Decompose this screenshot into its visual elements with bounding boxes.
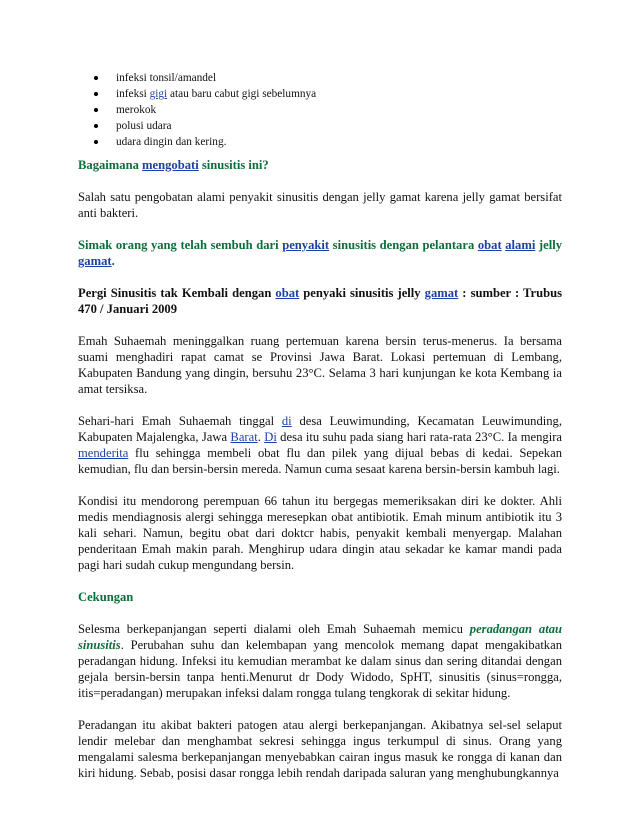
link-obat[interactable]: obat [477,238,502,252]
list-item: polusi udara [94,118,562,134]
heading-article-source: Pergi Sinusitis tak Kembali dengan obat penyaki sinusitis jelly gamat : sumber : Trubus 470 / Januari 2009 [78,286,562,316]
link-mengobati[interactable]: mengobati [142,158,199,172]
paragraph-emah-intro: Emah Suhaemah meninggalkan ruang pertemuan karena bersin terus-menerus. Ia bersama suami menghadiri rapat camat se Provinsi Jawa Barat. Lokasi pertemuan di Lembang, Kabupaten Bandung yang dingin, bersuhu 23°C. Selama 3 hari kunjungan ke kota Kembang ia amat tersiksa. [78,334,562,396]
bullet-icon [94,108,98,112]
link-di[interactable]: di [281,414,292,428]
heading-cekungan: Cekungan [78,590,134,604]
link-barat[interactable]: Barat [230,430,258,444]
cause-list [78,70,562,150]
bullet-icon [94,76,98,80]
list-item: merokok [94,102,562,118]
link-penyakit[interactable]: penyakit [282,238,330,252]
paragraph-treatment: Salah satu pengobatan alami penyakit sinusitis dengan jelly gamat karena jelly gamat bersifat anti bakteri. [78,190,562,220]
heading-treatment: Bagaimana mengobati sinusitis ini? [78,158,269,172]
bullet-icon [94,124,98,128]
link-di-2[interactable]: Di [264,430,277,444]
paragraph-doctor: Kondisi itu mendorong perempuan 66 tahun itu bergegas memeriksakan diri ke dokter. Ahli medis mendiagnosis alergi sehingga meresepkan obat antibiotik. Emah minum antibiotik itu 3 kali sehari. Namun, begitu obat dari doktcr habis, penyakit kembali menyergap. Malahan penderitaan Emah makin parah. Menghirup udara dingin atau sekadar ke kamar mandi pada pagi hari sudah cukup mengundang bersin. [78,494,562,572]
list-item: infeksi tonsil/amandel [94,70,562,86]
list-item: udara dingin dan kering. [94,134,562,150]
link-menderita[interactable]: menderita [78,446,129,460]
paragraph-emah-home: Sehari-hari Emah Suhaemah tinggal di desa Leuwimunding, Kecamatan Leuwimunding, Kabupaten Majalengka, Jawa Barat. Di desa itu suhu pada siang hari rata-rata 23°C. Ia mengira menderita flu sehingga membeli obat flu dan pilek yang dijual bebas di kedai. Sepekan kemudian, flu dan bersin-bersin mereda. Namun cuma sesaat karena bersin-bersin kambuh lagi. [78,414,563,476]
paragraph-peradangan: Peradangan itu akibat bakteri patogen atau alergi berkepanjangan. Akibatnya sel-sel selaput lendir melebar dan menghambat sekresi sehingga ingus terkumpul di sinus. Orang yang mengalami salesma berkepanjangan menyebabkan cairan ingus masuk ke rongga di kanan dan kiri hidung. Sebab, posisi dasar rongga lebih rendah daripada saluran yang menghubungkannya [78,718,562,780]
link-gamat-2[interactable]: gamat [424,286,459,300]
heading-testimony: Simak orang yang telah sembuh dari penyakit sinusitis dengan pelantara obat alami jelly gamat. [78,238,562,268]
link-gigi[interactable]: gigi [149,88,168,100]
paragraph-selesma: Selesma berkepanjangan seperti dialami oleh Emah Suhaemah memicu peradangan atau sinusitis. Perubahan suhu dan kelembapan yang mencolok memang dapat mengakibatkan peradangan hidung. Infeksi itu kemudian merambat ke dalam sinus dan sering ditandai dengan gejala bersin-bersin tanpa henti.Menurut dr Dody Widodo, SpHT, sinusitis (sinus=rongga, itis=peradangan) merupakan infeksi dalam rongga tulang tengkorak di sekitar hidung. [78,622,562,700]
link-obat-2[interactable]: obat [275,286,300,300]
link-gamat[interactable]: gamat [78,254,112,268]
list-item: infeksi gigi atau baru cabut gigi sebelumnya [94,86,562,102]
bullet-icon [94,92,98,96]
emphasis-sinusitis: peradangan atau sinusitis [78,622,562,652]
bullet-icon [94,140,98,144]
link-alami[interactable]: alami [505,238,536,252]
